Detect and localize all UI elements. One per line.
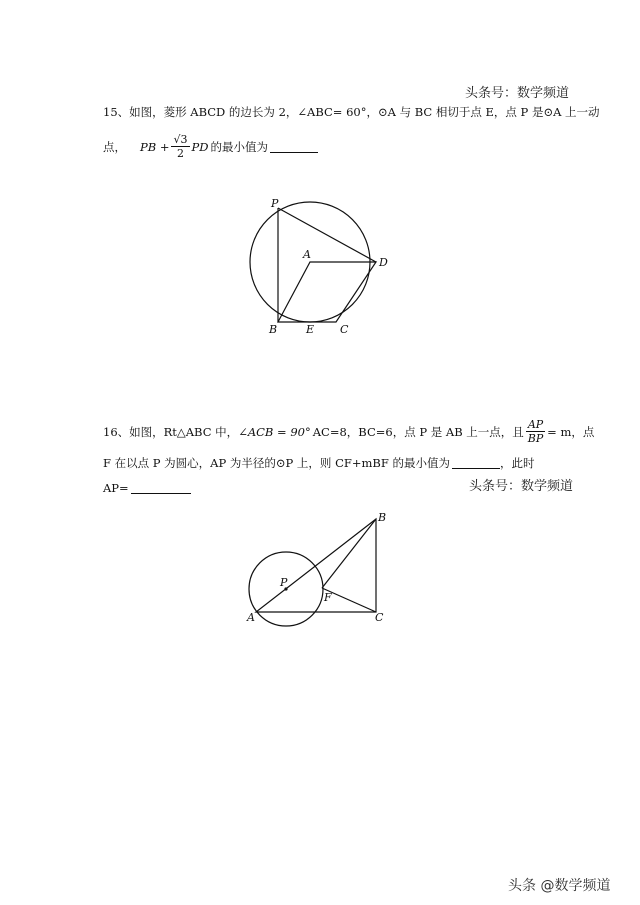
label-a: A — [247, 611, 255, 624]
problem-16-line-2-text: F 在以点 P 为圆心，AP 为半径的⊙P 上，则 CF+mBF 的最小值为 — [103, 456, 450, 470]
problem-15-line-2 — [103, 134, 318, 159]
expr-pb: PB + — [140, 139, 170, 154]
fraction-sqrt3-over-2 — [171, 134, 189, 159]
answer-blank-16a — [452, 456, 500, 469]
label-f: F — [324, 591, 332, 604]
label-b: B — [269, 323, 278, 336]
triangle-abc — [256, 519, 376, 612]
problem-16-line-3 — [103, 481, 191, 495]
problem-15-line-1: 15、如图，菱形 ABCD 的边长为 2，∠ABC= 60°，⊙A 与 BC 相切于点 E，点 P 是⊙A 上一动 — [103, 105, 600, 119]
problem-15-lead: 点， — [103, 139, 126, 154]
fraction-numerator: √3 — [173, 133, 188, 146]
problem-16-line-1 — [103, 419, 594, 444]
watermark-text-2: 头条号：数学频道 — [469, 479, 574, 494]
problem-16-line-2-tail: ，此时 — [499, 456, 535, 470]
label-a: A — [303, 248, 311, 261]
problem-15-tail: 的最小值为 — [210, 139, 268, 154]
label-c: C — [375, 611, 384, 624]
label-p: P — [271, 197, 279, 210]
angle-acb-expr: ∠ACB = 90° — [238, 424, 311, 439]
label-e: E — [306, 323, 315, 336]
ratio-tail: = m，点 — [547, 424, 595, 439]
problem-16-conditions: AC=8，BC=6，点 P 是 AB 上一点，且 — [312, 424, 524, 439]
watermark-text: 头条号：数学频道 — [465, 86, 570, 101]
answer-blank-16b — [131, 481, 191, 494]
fraction-denominator: 2 — [176, 147, 184, 160]
problem-16-line-2 — [103, 455, 534, 471]
figure-15-rhombus-circle — [230, 190, 410, 340]
fraction-ap-over-bp — [526, 419, 545, 444]
figure-16-triangle-circle — [240, 505, 400, 635]
answer-blank-15 — [270, 140, 318, 153]
label-d: D — [379, 256, 388, 269]
footer-watermark: 头条 @数学频道 — [508, 878, 611, 894]
problem-16-lead: 16、如图，Rt△ABC 中， — [103, 424, 239, 439]
fraction-denominator-bp: BP — [527, 432, 544, 445]
label-b: B — [378, 511, 387, 524]
label-c: C — [340, 323, 349, 336]
segment-bf — [322, 519, 376, 588]
problem-16-ap-label: AP= — [103, 481, 129, 495]
expr-pd: PD — [191, 139, 209, 154]
segment-pd — [278, 208, 376, 262]
label-p: P — [280, 576, 288, 589]
fraction-numerator-ap: AP — [527, 418, 544, 431]
